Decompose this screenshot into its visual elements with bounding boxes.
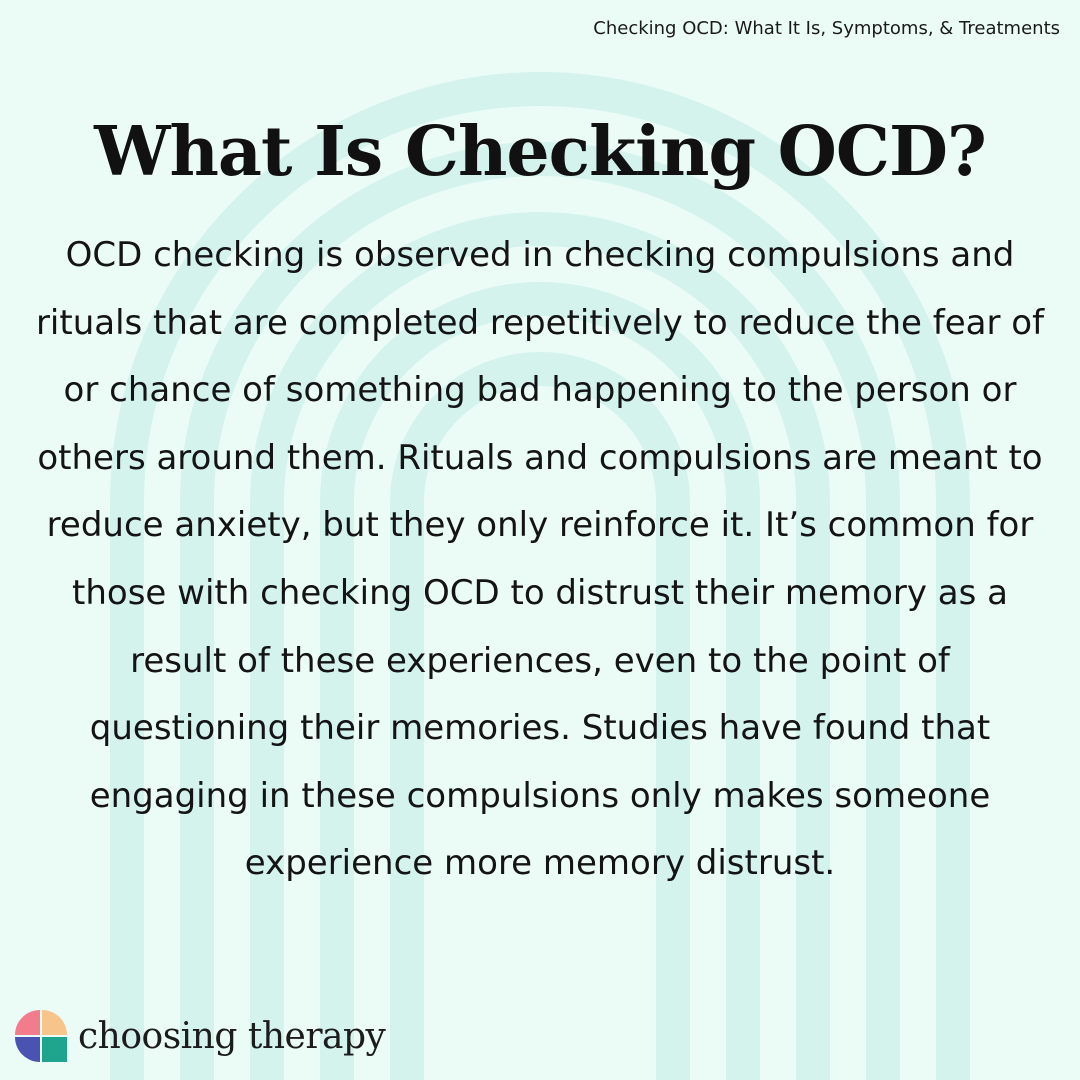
page-title: What Is Checking OCD? — [94, 112, 986, 192]
choosing-therapy-logo-icon — [14, 1009, 68, 1063]
brand-name: choosing therapy — [78, 1015, 386, 1057]
brand-footer — [14, 1008, 385, 1064]
body-paragraph: OCD checking is observed in checking compulsions and rituals that are completed repetitively to reduce the fear of or chance of something bad happening to the person or others around them. Rituals and compulsions are meant to reduce anxiety, but they only reinforce it. It’s common for those with checking OCD to distrust their memory as a result of these experiences, even to the point of questioning their memories. Studies have found that engaging in these compulsions only makes someone experience more memory distrust. — [35, 235, 1045, 884]
header-caption: Checking OCD: What It Is, Symptoms, & Treatments — [593, 18, 1060, 39]
